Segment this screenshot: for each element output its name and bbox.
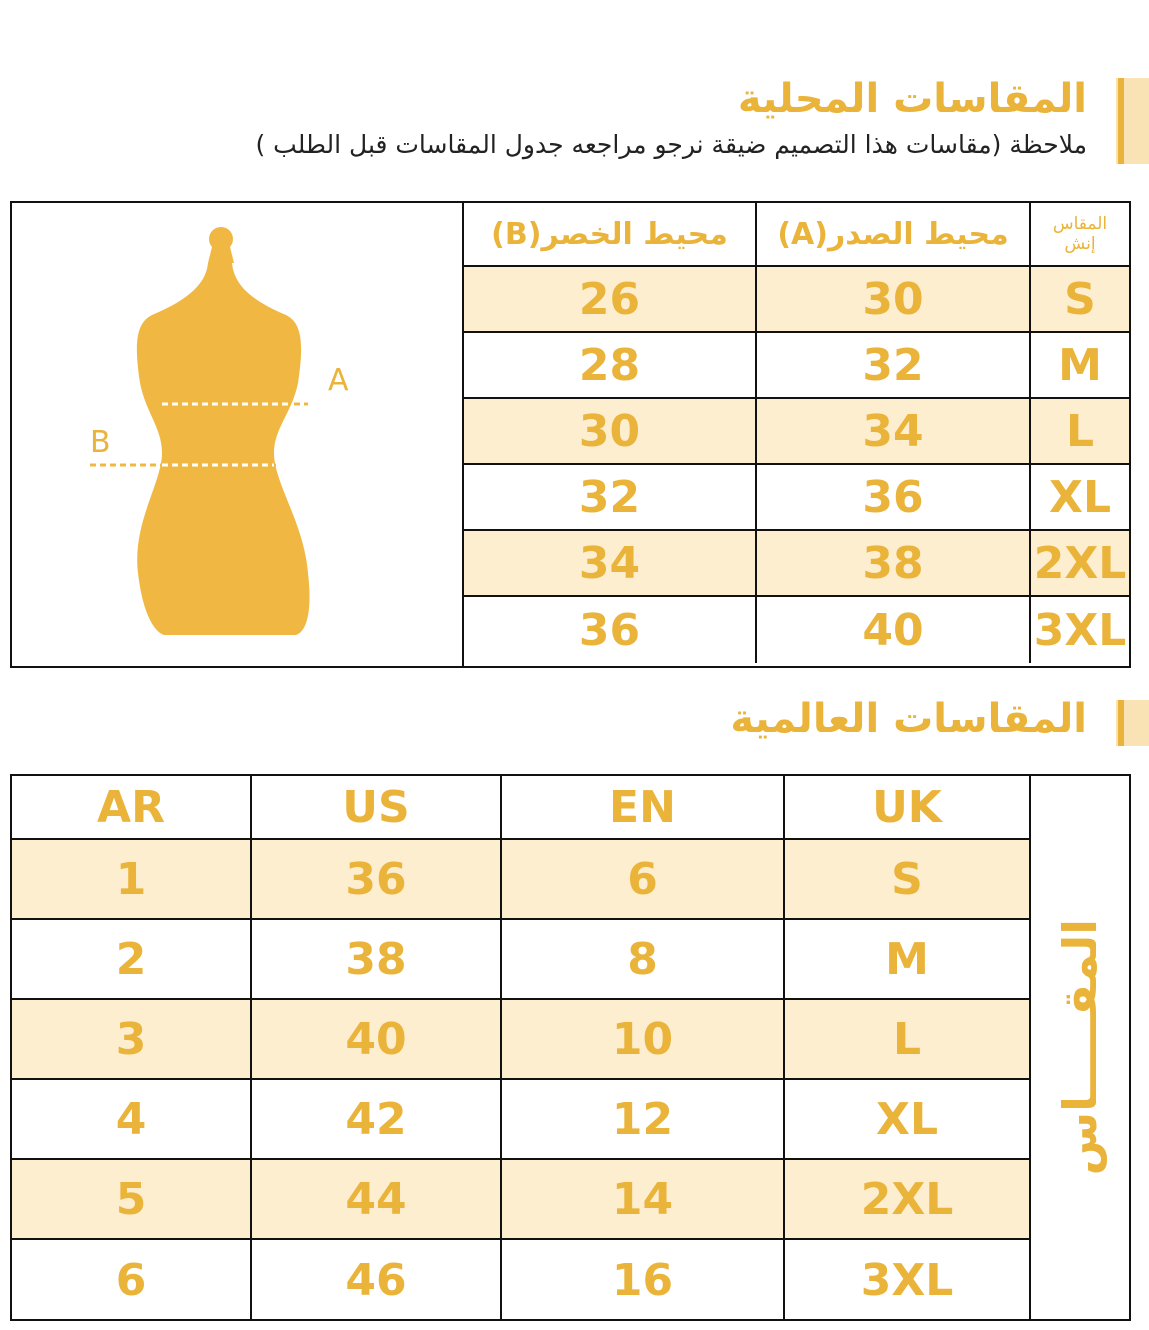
size-cell: 2XL bbox=[1031, 531, 1129, 597]
chest-cell: 34 bbox=[757, 399, 1031, 465]
figure-label-a: A bbox=[328, 363, 349, 398]
size-cell: 3XL bbox=[1033, 604, 1127, 656]
en-cell: 6 bbox=[502, 840, 785, 920]
chest-header: محيط الصدر(A) bbox=[757, 203, 1031, 267]
world-size-table bbox=[10, 774, 1131, 1321]
waist-header: محيط الخصر(B) bbox=[464, 203, 757, 267]
world-section-title: المقاسات العالمية bbox=[730, 696, 1087, 742]
us-header: US bbox=[252, 776, 502, 840]
uk-cell: M bbox=[785, 920, 1029, 1000]
chest-cell: 38 bbox=[757, 531, 1031, 597]
waist-cell: 32 bbox=[464, 465, 757, 531]
chest-cell: 40 bbox=[757, 597, 1031, 663]
uk-cell: 3XL bbox=[860, 1254, 954, 1306]
chest-cell: 32 bbox=[757, 333, 1031, 399]
us-cell: 40 bbox=[252, 1000, 502, 1080]
local-size-table bbox=[10, 201, 1131, 668]
waist-cell: 26 bbox=[464, 267, 757, 333]
chest-cell: 30 bbox=[757, 267, 1031, 333]
en-cell: 14 bbox=[502, 1160, 785, 1240]
uk-cell: L bbox=[785, 1000, 1029, 1080]
size-header-line2: إنش bbox=[1064, 234, 1096, 254]
ar-cell: 6 bbox=[12, 1240, 252, 1320]
ar-header: AR bbox=[12, 776, 252, 840]
watermark: ‏ bbox=[320, 392, 400, 507]
ar-cell: 2 bbox=[12, 920, 252, 1000]
uk-cell: S bbox=[785, 840, 1029, 920]
size-cell: M bbox=[1031, 333, 1129, 399]
us-cell: 46 bbox=[252, 1240, 502, 1320]
us-cell: 44 bbox=[252, 1160, 502, 1240]
en-cell: 12 bbox=[502, 1080, 785, 1160]
mannequin-figure-cell bbox=[12, 203, 464, 666]
size-header-line1: المقاس bbox=[1052, 214, 1108, 234]
uk-cell: XL bbox=[785, 1080, 1029, 1160]
world-size-label-text: المقـــــاس bbox=[1053, 919, 1107, 1176]
waist-cell: 34 bbox=[464, 531, 757, 597]
us-cell: 38 bbox=[252, 920, 502, 1000]
uk-header: UK bbox=[785, 776, 1029, 840]
local-section-note: ملاحظة (مقاسات هذا التصميم ضيقة نرجو مراجعه جدول المقاسات قبل الطلب ) bbox=[255, 130, 1087, 159]
chest-cell: 36 bbox=[757, 465, 1031, 531]
en-header: EN bbox=[502, 776, 785, 840]
local-section-accent-bar bbox=[1116, 78, 1149, 164]
size-cell: XL bbox=[1031, 465, 1129, 531]
en-cell: 16 bbox=[502, 1240, 785, 1320]
en-cell: 10 bbox=[502, 1000, 785, 1080]
waist-cell: 28 bbox=[464, 333, 757, 399]
waist-cell: 30 bbox=[464, 399, 757, 465]
ar-cell: 5 bbox=[12, 1160, 252, 1240]
uk-cell: 2XL bbox=[785, 1160, 1029, 1240]
world-section-accent-bar bbox=[1116, 700, 1149, 746]
ar-cell: 3 bbox=[12, 1000, 252, 1080]
size-cell: S bbox=[1031, 267, 1129, 333]
waist-cell: 36 bbox=[464, 597, 757, 663]
local-section-title: المقاسات المحلية bbox=[737, 76, 1087, 122]
mannequin-icon bbox=[12, 203, 464, 666]
en-cell: 8 bbox=[502, 920, 785, 1000]
ar-cell: 1 bbox=[12, 840, 252, 920]
us-cell: 42 bbox=[252, 1080, 502, 1160]
us-cell: 36 bbox=[252, 840, 502, 920]
figure-label-b: B bbox=[90, 425, 111, 460]
world-size-vertical-label bbox=[1029, 776, 1129, 1319]
size-cell: L bbox=[1031, 399, 1129, 465]
size-header bbox=[1031, 203, 1129, 267]
ar-cell: 4 bbox=[12, 1080, 252, 1160]
